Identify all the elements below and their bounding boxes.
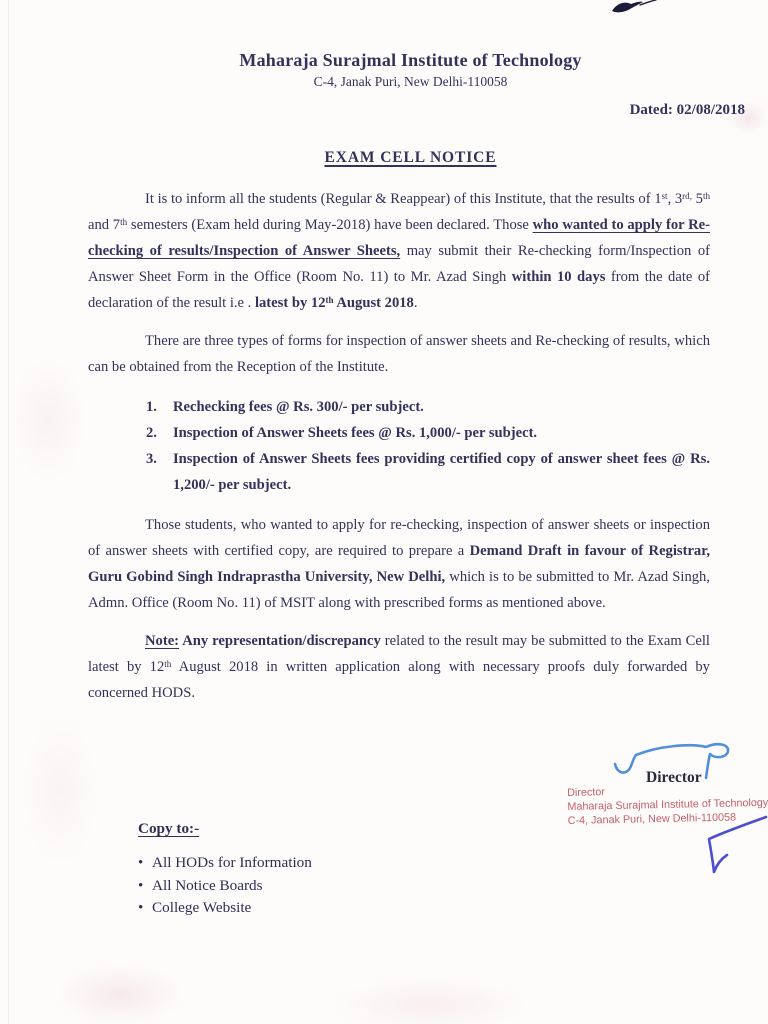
fees-list [88, 394, 710, 498]
institute-name: Maharaja Surajmal Institute of Technology [239, 50, 582, 70]
fees-list-item [146, 420, 710, 446]
list-item-text: Inspection of Answer Sheets fees providing certified copy of answer sheet fees @ Rs. 1,200/- per subject. [173, 451, 710, 493]
list-item-text: Rechecking fees @ Rs. 300/- per subject. [173, 399, 424, 415]
paragraph-intro: It is to inform all the students (Regular & Reappear) of this Institute, that the results of 1st, $3^{rd,}$ 5th and 7th semesters (Exam held during May-2018) have been declared. Those who wanted to apply for Re-checking of results/Inspection of Answer Sheets, may submit their Re-checking form/Inspection of Answer Sheet Form in the Office (Room No. 11) to Mr. Azad Singh within 10 days from the date of declaration of the result i.e . latest by 12th August 2018. [88, 190, 710, 311]
copy-to-heading: Copy to:- [138, 820, 200, 837]
copy-to-item-text: All Notice Boards [152, 876, 263, 894]
copy-to-section [138, 820, 312, 920]
bullet-icon: • [138, 900, 144, 916]
pen-tick-mark [640, 812, 768, 874]
copy-to-item [138, 852, 312, 875]
copy-to-item [138, 897, 312, 920]
fees-list-item [146, 394, 710, 420]
list-item-number: 3. [146, 451, 157, 467]
list-item-text: Inspection of Answer Sheets fees @ Rs. 1,000/- per subject. [173, 425, 538, 441]
copy-to-item-text: All HODs for Information [152, 854, 312, 871]
notice-title-row [100, 149, 721, 167]
director-title: Director [646, 769, 702, 786]
copy-to-list [138, 852, 312, 920]
notice-body [88, 186, 710, 706]
paragraph-forms: There are three types of forms for inspection of answer sheets and Re-checking of results, which can be obtained from the Reception of the Institute. [88, 333, 710, 375]
paragraph-demand-draft: Those students, who wanted to apply for re-checking, inspection of answer sheets or inspection of answer sheets with certified copy, are required to prepare a Demand Draft in favour of Registrar, Guru Gobind Singh Indraprastha University, New Delhi, which is to be submitted to Mr. Azad Singh, Admn. Office (Room No. 11) of MSIT along with prescribed forms as mentioned above. [88, 517, 710, 611]
notice-title: EXAM CELL NOTICE [324, 149, 497, 166]
institute-address: C-4, Janak Puri, New Delhi-110058 [313, 74, 508, 89]
date-line: Dated: 02/08/2018 [629, 102, 745, 118]
stamp-line: Maharaja Surajmal Institute of Technology [567, 796, 768, 813]
copy-to-item-text: College Website [152, 899, 252, 916]
copy-to-item [138, 875, 312, 898]
stamp-line: C-4, Janak Puri, New Delhi-110058 [567, 811, 737, 827]
letterhead [100, 50, 721, 90]
bullet-icon: • [138, 855, 144, 871]
ink-smudge-mark [610, 0, 658, 15]
bullet-icon: • [138, 877, 144, 894]
paragraph-note: Note: Any representation/discrepancy related to the result may be submitted to the Exam Cell latest by 12th August 2018 in written application along with necessary proofs duly forwarded by concerned HODS. [88, 633, 710, 701]
list-item-number: 1. [146, 399, 157, 415]
stamp-line: Director [567, 786, 606, 799]
fees-list-item [146, 446, 710, 498]
list-item-number: 2. [146, 425, 157, 441]
